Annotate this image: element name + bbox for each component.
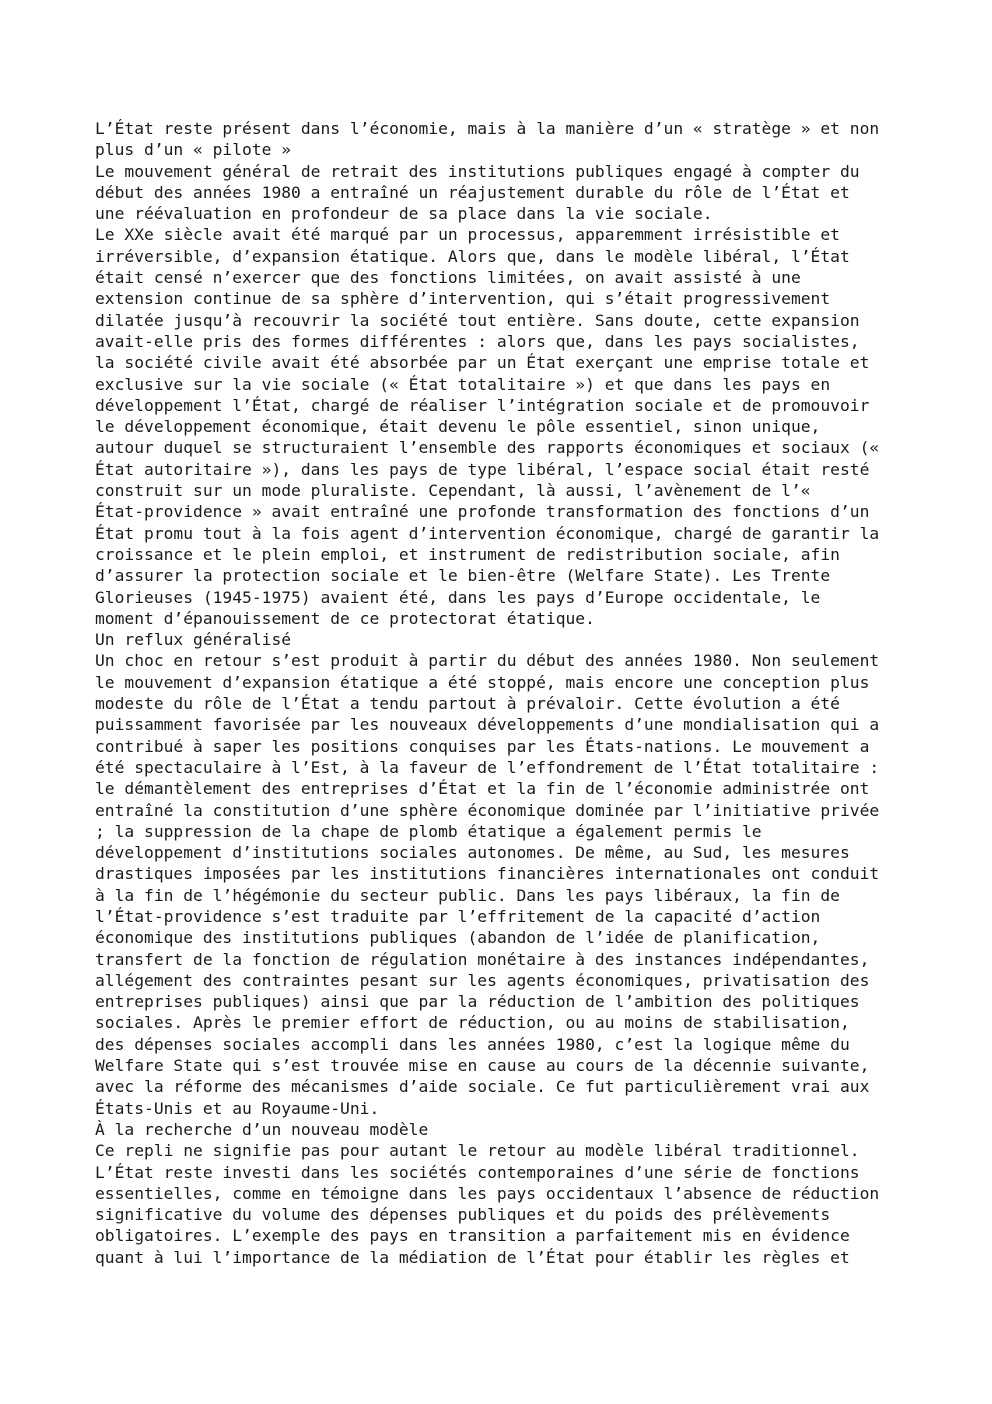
text-line: autour duquel se structuraient l’ensemble des rapports économiques et sociaux (« xyxy=(95,438,880,458)
text-line: Le mouvement général de retrait des institutions publiques engagé à compter du xyxy=(95,161,860,181)
text-line: croissance et le plein emploi, et instrument de redistribution sociale, afin xyxy=(95,544,840,564)
text-line: avait-elle pris des formes différentes : alors que, dans les pays socialistes, xyxy=(95,331,860,351)
text-line: dilatée jusqu’à recouvrir la société tout entière. Sans doute, cette expansion xyxy=(95,310,860,330)
text-line: États-Unis et au Royaume-Uni. xyxy=(95,1098,380,1118)
text-line: développement l’État, chargé de réaliser l’intégration sociale et de promouvoir xyxy=(95,395,870,415)
text-line: moment d’épanouissement de ce protectorat étatique. xyxy=(95,608,595,628)
text-line: le développement économique, était devenu le pôle essentiel, sinon unique, xyxy=(95,417,821,437)
text-line: à la fin de l’hégémonie du secteur public. Dans les pays libéraux, la fin de xyxy=(95,885,840,905)
text-line: allégement des contraintes pesant sur les agents économiques, privatisation des xyxy=(95,970,870,990)
text-line: Ce repli ne signifie pas pour autant le retour au modèle libéral traditionnel. xyxy=(95,1141,860,1161)
text-line: irréversible, d’expansion étatique. Alors que, dans le modèle libéral, l’État xyxy=(95,246,850,266)
text-line: puissamment favorisée par les nouveaux développements d’une mondialisation qui a xyxy=(95,715,880,735)
text-line: des dépenses sociales accompli dans les années 1980, c’est la logique même du xyxy=(95,1034,850,1054)
text-line: plus d’un « pilote » xyxy=(95,140,292,160)
text-line: développement d’institutions sociales autonomes. De même, au Sud, les mesures xyxy=(95,843,850,863)
text-line: État-providence » avait entraîné une profonde transformation des fonctions d’un xyxy=(95,502,870,522)
text-line: d’assurer la protection sociale et le bien-être (Welfare State). Les Trente xyxy=(95,566,831,586)
text-line: significative du volume des dépenses publiques et du poids des prélèvements xyxy=(95,1205,831,1225)
text-line: modeste du rôle de l’État a tendu partout à prévaloir. Cette évolution a été xyxy=(95,694,840,714)
text-line: quant à lui l’importance de la médiation de l’État pour établir les règles et xyxy=(95,1247,850,1267)
text-line: contribué à saper les positions conquises par les États-nations. Le mouvement a xyxy=(95,736,870,756)
text-line: le démantèlement des entreprises d’État et la fin de l’économie administrée ont xyxy=(95,779,870,799)
text-line: L’État reste investi dans les sociétés contemporaines d’une série de fonctions xyxy=(95,1162,860,1182)
text-line: construit sur un mode pluraliste. Cependant, là aussi, l’avènement de l’« xyxy=(95,481,811,501)
text-line: sociales. Après le premier effort de réduction, ou au moins de stabilisation, xyxy=(95,1013,850,1033)
text-line: drastiques imposées par les institutions financières internationales ont conduit xyxy=(95,864,880,884)
text-line: la société civile avait été absorbée par un État exerçant une emprise totale et xyxy=(95,353,870,373)
text-line: transfert de la fonction de régulation monétaire à des instances indépendantes, xyxy=(95,949,870,969)
text-line: État promu tout à la fois agent d’intervention économique, chargé de garantir la xyxy=(95,523,880,543)
text-line: économique des institutions publiques (abandon de l’idée de planification, xyxy=(95,928,821,948)
text-line: obligatoires. L’exemple des pays en transition a parfaitement mis en évidence xyxy=(95,1226,850,1246)
text-line: exclusive sur la vie sociale (« État totalitaire ») et que dans les pays en xyxy=(95,374,831,394)
text-line: le mouvement d’expansion étatique a été stoppé, mais encore une conception plus xyxy=(95,672,870,692)
text-line: À la recherche d’un nouveau modèle xyxy=(95,1119,429,1139)
text-line: ; la suppression de la chape de plomb étatique a également permis le xyxy=(95,821,762,841)
document-page xyxy=(95,118,905,1268)
text-line: entreprises publiques) ainsi que par la réduction de l’ambition des politiques xyxy=(95,992,860,1012)
text-line: Le XXe siècle avait été marqué par un processus, apparemment irrésistible et xyxy=(95,225,840,245)
text-line: Un reflux généralisé xyxy=(95,630,292,650)
text-line: était censé n’exercer que des fonctions limitées, on avait assisté à une xyxy=(95,268,801,288)
text-line: avec la réforme des mécanismes d’aide sociale. Ce fut particulièrement vrai aux xyxy=(95,1077,870,1097)
text-line: été spectaculaire à l’Est, à la faveur de l’effondrement de l’État totalitaire : xyxy=(95,757,880,777)
text-line: début des années 1980 a entraîné un réajustement durable du rôle de l’État et xyxy=(95,182,850,202)
text-line: Welfare State qui s’est trouvée mise en cause au cours de la décennie suivante, xyxy=(95,1056,870,1076)
text-line: Glorieuses (1945-1975) avaient été, dans les pays d’Europe occidentale, le xyxy=(95,587,821,607)
text-line: une réévaluation en profondeur de sa place dans la vie sociale. xyxy=(95,204,713,224)
text-line: extension continue de sa sphère d’intervention, qui s’était progressivement xyxy=(95,289,831,309)
text-line: entraîné la constitution d’une sphère économique dominée par l’initiative privée xyxy=(95,800,880,820)
text-line: L’État reste présent dans l’économie, mais à la manière d’un « stratège » et non xyxy=(95,119,880,138)
text-line: Un choc en retour s’est produit à partir du début des années 1980. Non seulement xyxy=(95,651,880,671)
text-line: État autoritaire »), dans les pays de type libéral, l’espace social était resté xyxy=(95,459,870,479)
text-line: essentielles, comme en témoigne dans les pays occidentaux l’absence de réduction xyxy=(95,1183,880,1203)
text-line: l’État-providence s’est traduite par l’effritement de la capacité d’action xyxy=(95,906,821,926)
